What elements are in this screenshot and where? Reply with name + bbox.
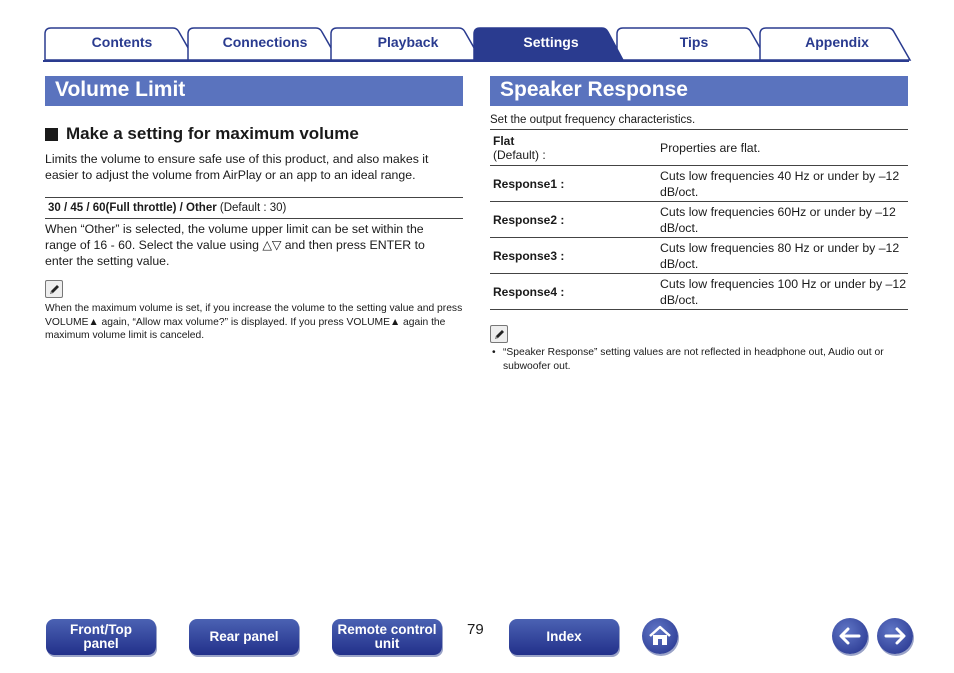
volume-options [48,200,462,216]
row-label [493,238,653,273]
button-label-line2: unit [374,636,400,651]
index-button[interactable]: Index [509,619,619,655]
divider [45,218,463,219]
volume-limit-intro: Limits the volume to ensure safe use of this product, and also makes it easier to adjust the volume from AirPlay or an app to an ideal range. [45,152,429,182]
tab-label: Contents [91,34,153,50]
speaker-response-intro: Set the output frequency characteristics. [490,114,696,126]
tab-baseline [43,60,909,62]
page-number: 79 [467,621,484,638]
volume-options-default: (Default : 30) [216,202,287,214]
row-sub: (Default) : [493,147,546,162]
row-name: Response2 : [493,212,565,227]
speaker-response-title: Speaker Response [490,76,908,106]
button-label-line2: panel [83,636,119,651]
tab-connections[interactable] [186,26,344,60]
tab-label: Appendix [805,34,869,50]
volume-limit-title: Volume Limit [45,76,463,106]
back-button[interactable] [832,618,868,654]
speaker-response-table [490,129,908,310]
row-label [493,202,653,237]
table-row [490,238,908,274]
other-description: When “Other” is selected, the volume upper limit can be set within the range of 16 - 60. Select the value using △▽ and then press ENTER to enter the setting value. [45,222,425,268]
row-description: Cuts low frequencies 40 Hz or under by –12 dB/oct. [660,168,900,199]
tab-label: Tips [679,34,709,50]
button-label-line1: Front/Top [70,622,132,637]
home-button[interactable] [642,618,678,654]
row-description: Cuts low frequencies 100 Hz or under by –12 dB/oct. [660,276,907,307]
forward-button[interactable] [877,618,913,654]
tab-playback[interactable] [329,26,487,60]
table-row [490,274,908,310]
volume-options-values: 30 / 45 / 60(Full throttle) / Other [48,202,217,214]
button-label-line1: Remote control [337,622,437,637]
pencil-note-icon [490,325,508,343]
speaker-response-note: “Speaker Response” setting values are not reflected in headphone out, Audio out or subwoofer out. [503,347,884,372]
table-row [490,130,908,166]
arrow-right-icon [877,618,913,654]
bullet: • [492,347,496,358]
row-name: Response1 : [493,176,565,191]
pencil-note-icon [45,280,63,298]
tab-settings[interactable] [472,26,630,60]
home-icon [642,618,678,654]
arrow-left-icon [832,618,868,654]
max-volume-subheading [45,124,359,144]
tab-label: Playback [377,34,439,50]
row-name: Response4 : [493,284,565,299]
front-top-panel-button[interactable] [46,619,156,655]
tab-tips[interactable] [615,26,773,60]
tab-appendix[interactable] [758,26,916,60]
row-description: Cuts low frequencies 80 Hz or under by –12 dB/oct. [660,240,900,271]
row-name: Response3 : [493,248,565,263]
row-label [493,166,653,201]
row-description: Cuts low frequencies 60Hz or under by –12 dB/oct. [660,204,896,235]
tab-contents[interactable] [43,26,201,60]
rear-panel-button[interactable]: Rear panel [189,619,299,655]
square-bullet-icon [45,128,58,141]
tab-label: Connections [222,34,308,50]
tab-label: Settings [523,34,579,50]
row-description: Properties are flat. [660,140,761,155]
subheading-text: Make a setting for maximum volume [66,124,359,143]
volume-limit-note: When the maximum volume is set, if you increase the volume to the setting value and press VOLUME▲ again, “Allow max volume?” is displayed. If you press VOLUME▲ again the maximum volume limit is canceled. [45,303,463,341]
tab-bar [43,26,909,62]
remote-control-unit-button[interactable] [332,619,442,655]
row-label [493,274,653,309]
table-row [490,166,908,202]
table-row [490,202,908,238]
row-name: Flat [493,133,515,148]
row-label [493,130,653,165]
divider [45,197,463,198]
